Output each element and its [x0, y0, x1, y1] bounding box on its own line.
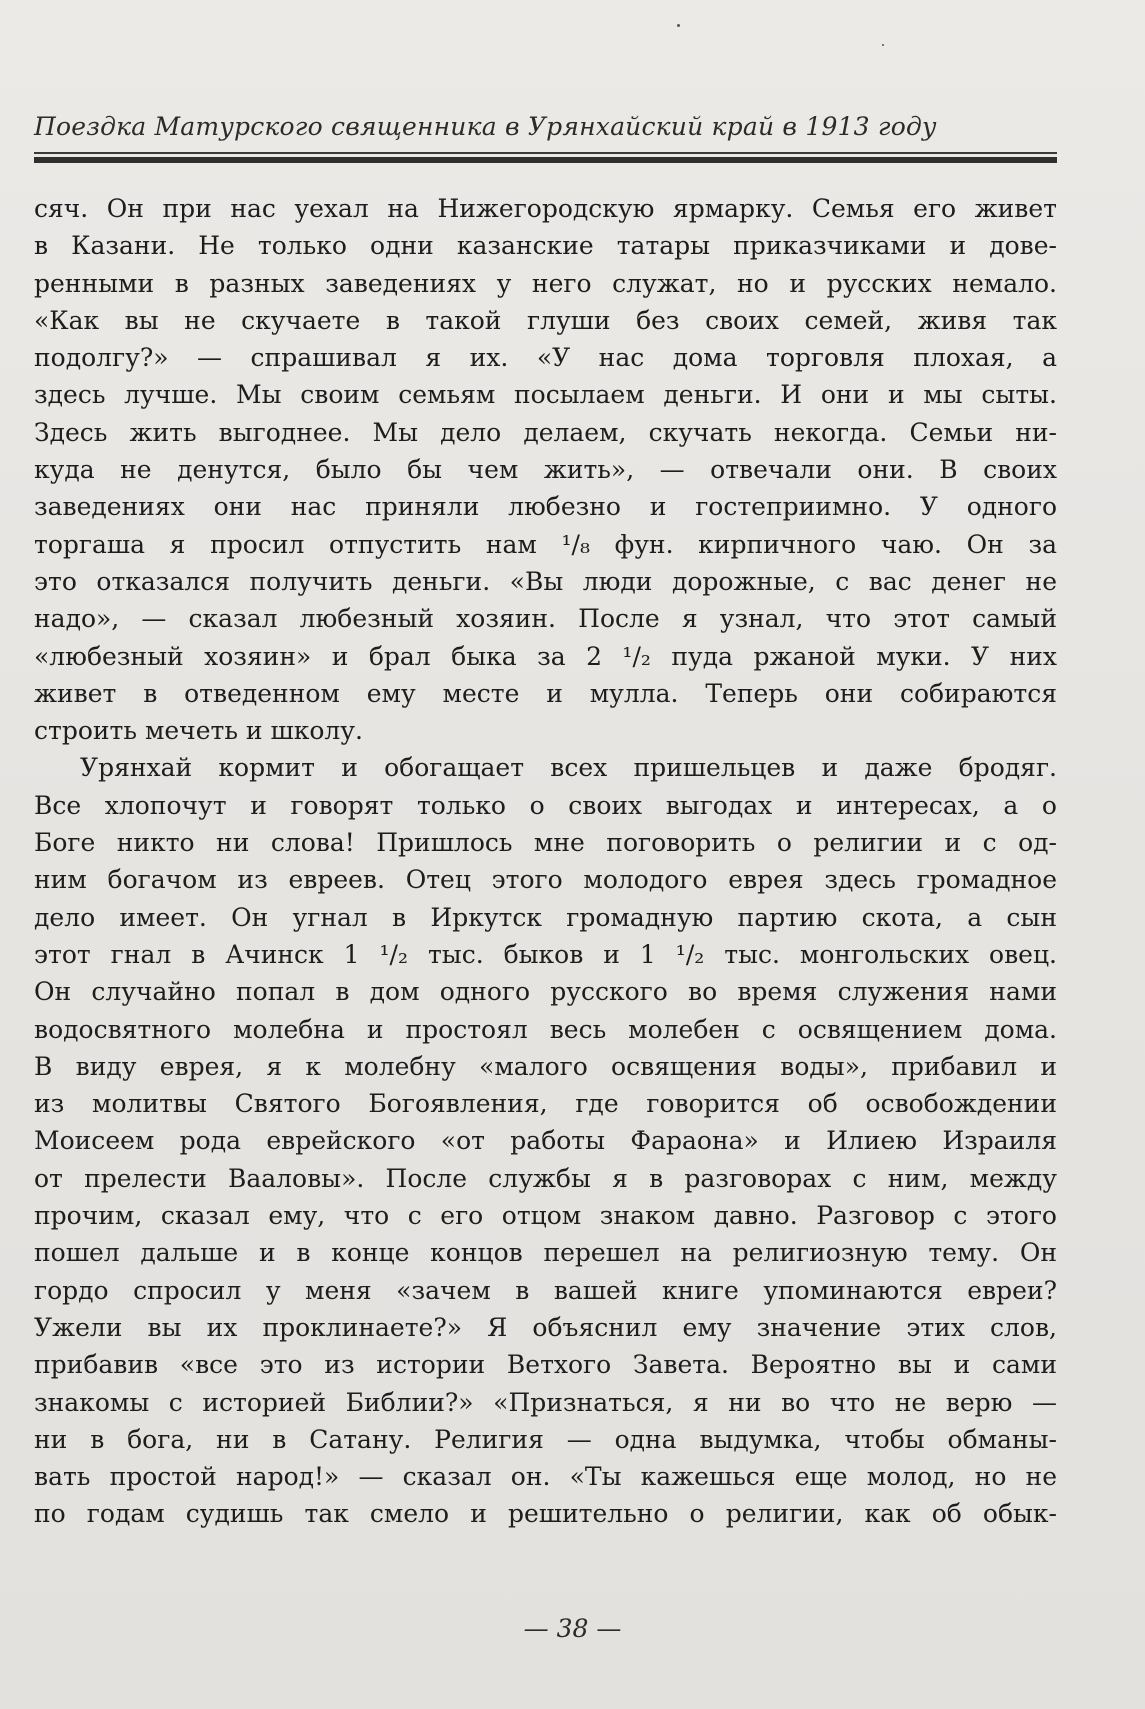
text-line: живет в отведенном ему месте и мулла. Теперь они собираются — [34, 678, 1057, 708]
text-line: строить мечеть и школу. — [34, 716, 363, 746]
paper-speck — [677, 24, 680, 27]
text-line: «любезный хозяин» и брал быка за 2 ¹/₂ пуда ржаной муки. У них — [34, 641, 1057, 671]
text-line: Боге никто ни слова! Пришлось мне поговорить о религии и с од- — [34, 828, 1057, 858]
paper-speck — [882, 44, 884, 46]
text-line: это отказался получить деньги. «Вы люди дорожные, с вас денег не — [34, 566, 1057, 596]
text-line: из молитвы Святого Богоявления, где говорится об освобождении — [34, 1089, 1057, 1119]
text-line: Моисеем рода еврейского «от работы Фараона» и Илиею Израиля — [34, 1126, 1057, 1156]
text-line: знакомы с историей Библии?» «Признаться, я ни во что не верю — — [34, 1387, 1057, 1417]
text-line: подолгу?» — спрашивал я их. «У нас дома торговля плохая, а — [34, 343, 1057, 373]
page-number: — 38 — — [523, 1614, 622, 1643]
body-text — [34, 190, 1057, 1533]
text-line: в Казани. Не только одни казанские татары приказчиками и дове- — [34, 231, 1057, 261]
text-line: ренными в разных заведениях у него служат, но и русских немало. — [34, 268, 1057, 298]
text-line: Урянхай кормит и обогащает всех пришельцев и даже бродяг. — [80, 753, 1057, 783]
text-line: заведениях они нас приняли любезно и гостеприимно. У одного — [34, 492, 1057, 522]
running-header: Поездка Матурского священника в Урянхайский край в 1913 году — [34, 112, 937, 141]
text-line: Он случайно попал в дом одного русского во время служения нами — [34, 977, 1057, 1007]
text-line: торгаша я просил отпустить нам ¹/₈ фун. кирпичного чаю. Он за — [34, 529, 1057, 559]
text-line: надо», — сказал любезный хозяин. После я узнал, что этот самый — [34, 604, 1057, 634]
text-line: ни в бога, ни в Сатану. Религия — одна выдумка, чтобы обманы- — [34, 1424, 1057, 1454]
text-line: вать простой народ!» — сказал он. «Ты кажешься еще молод, но не — [34, 1462, 1057, 1492]
header-rule-thin — [34, 152, 1057, 154]
text-line: от прелести Вааловы». После службы я в разговорах с ним, между — [34, 1163, 1057, 1193]
text-line: прибавив «все это из истории Ветхого Завета. Вероятно вы и сами — [34, 1350, 1057, 1380]
text-line: В виду еврея, я к молебну «малого освящения воды», прибавил и — [34, 1051, 1057, 1081]
text-line: здесь лучше. Мы своим семьям посылаем деньги. И они и мы сыты. — [34, 380, 1057, 410]
text-line: пошел дальше и в конце концов перешел на религиозную тему. Он — [34, 1238, 1057, 1268]
text-line: «Как вы не скучаете в такой глуши без своих семей, живя так — [34, 305, 1057, 335]
text-line: водосвятного молебна и простоял весь молебен с освящением дома. — [34, 1014, 1057, 1044]
text-line: прочим, сказал ему, что с его отцом знаком давно. Разговор с этого — [34, 1201, 1057, 1231]
text-line: Ужели вы их проклинаете?» Я объяснил ему значение этих слов, — [34, 1312, 1057, 1342]
text-line: дело имеет. Он угнал в Иркутск громадную партию скота, а сын — [34, 902, 1057, 932]
text-line: Здесь жить выгоднее. Мы дело делаем, скучать некогда. Семьи ни- — [34, 417, 1057, 447]
text-line: этот гнал в Ачинск 1 ¹/₂ тыс. быков и 1 ¹/₂ тыс. монгольских овец. — [34, 939, 1057, 969]
text-line: куда не денутся, было бы чем жить», — отвечали они. В своих — [34, 455, 1057, 485]
text-line: ним богачом из евреев. Отец этого молодого еврея здесь громадное — [34, 865, 1057, 895]
text-line: гордо спросил у меня «зачем в вашей книге упоминаются евреи? — [34, 1275, 1057, 1305]
text-line: сяч. Он при нас уехал на Нижегородскую ярмарку. Семья его живет — [34, 194, 1057, 223]
text-line: по годам судишь так смело и решительно о религии, как об обык- — [34, 1499, 1057, 1529]
header-rule-thick — [34, 157, 1057, 163]
text-line: Все хлопочут и говорят только о своих выгодах и интересах, а о — [34, 790, 1057, 820]
